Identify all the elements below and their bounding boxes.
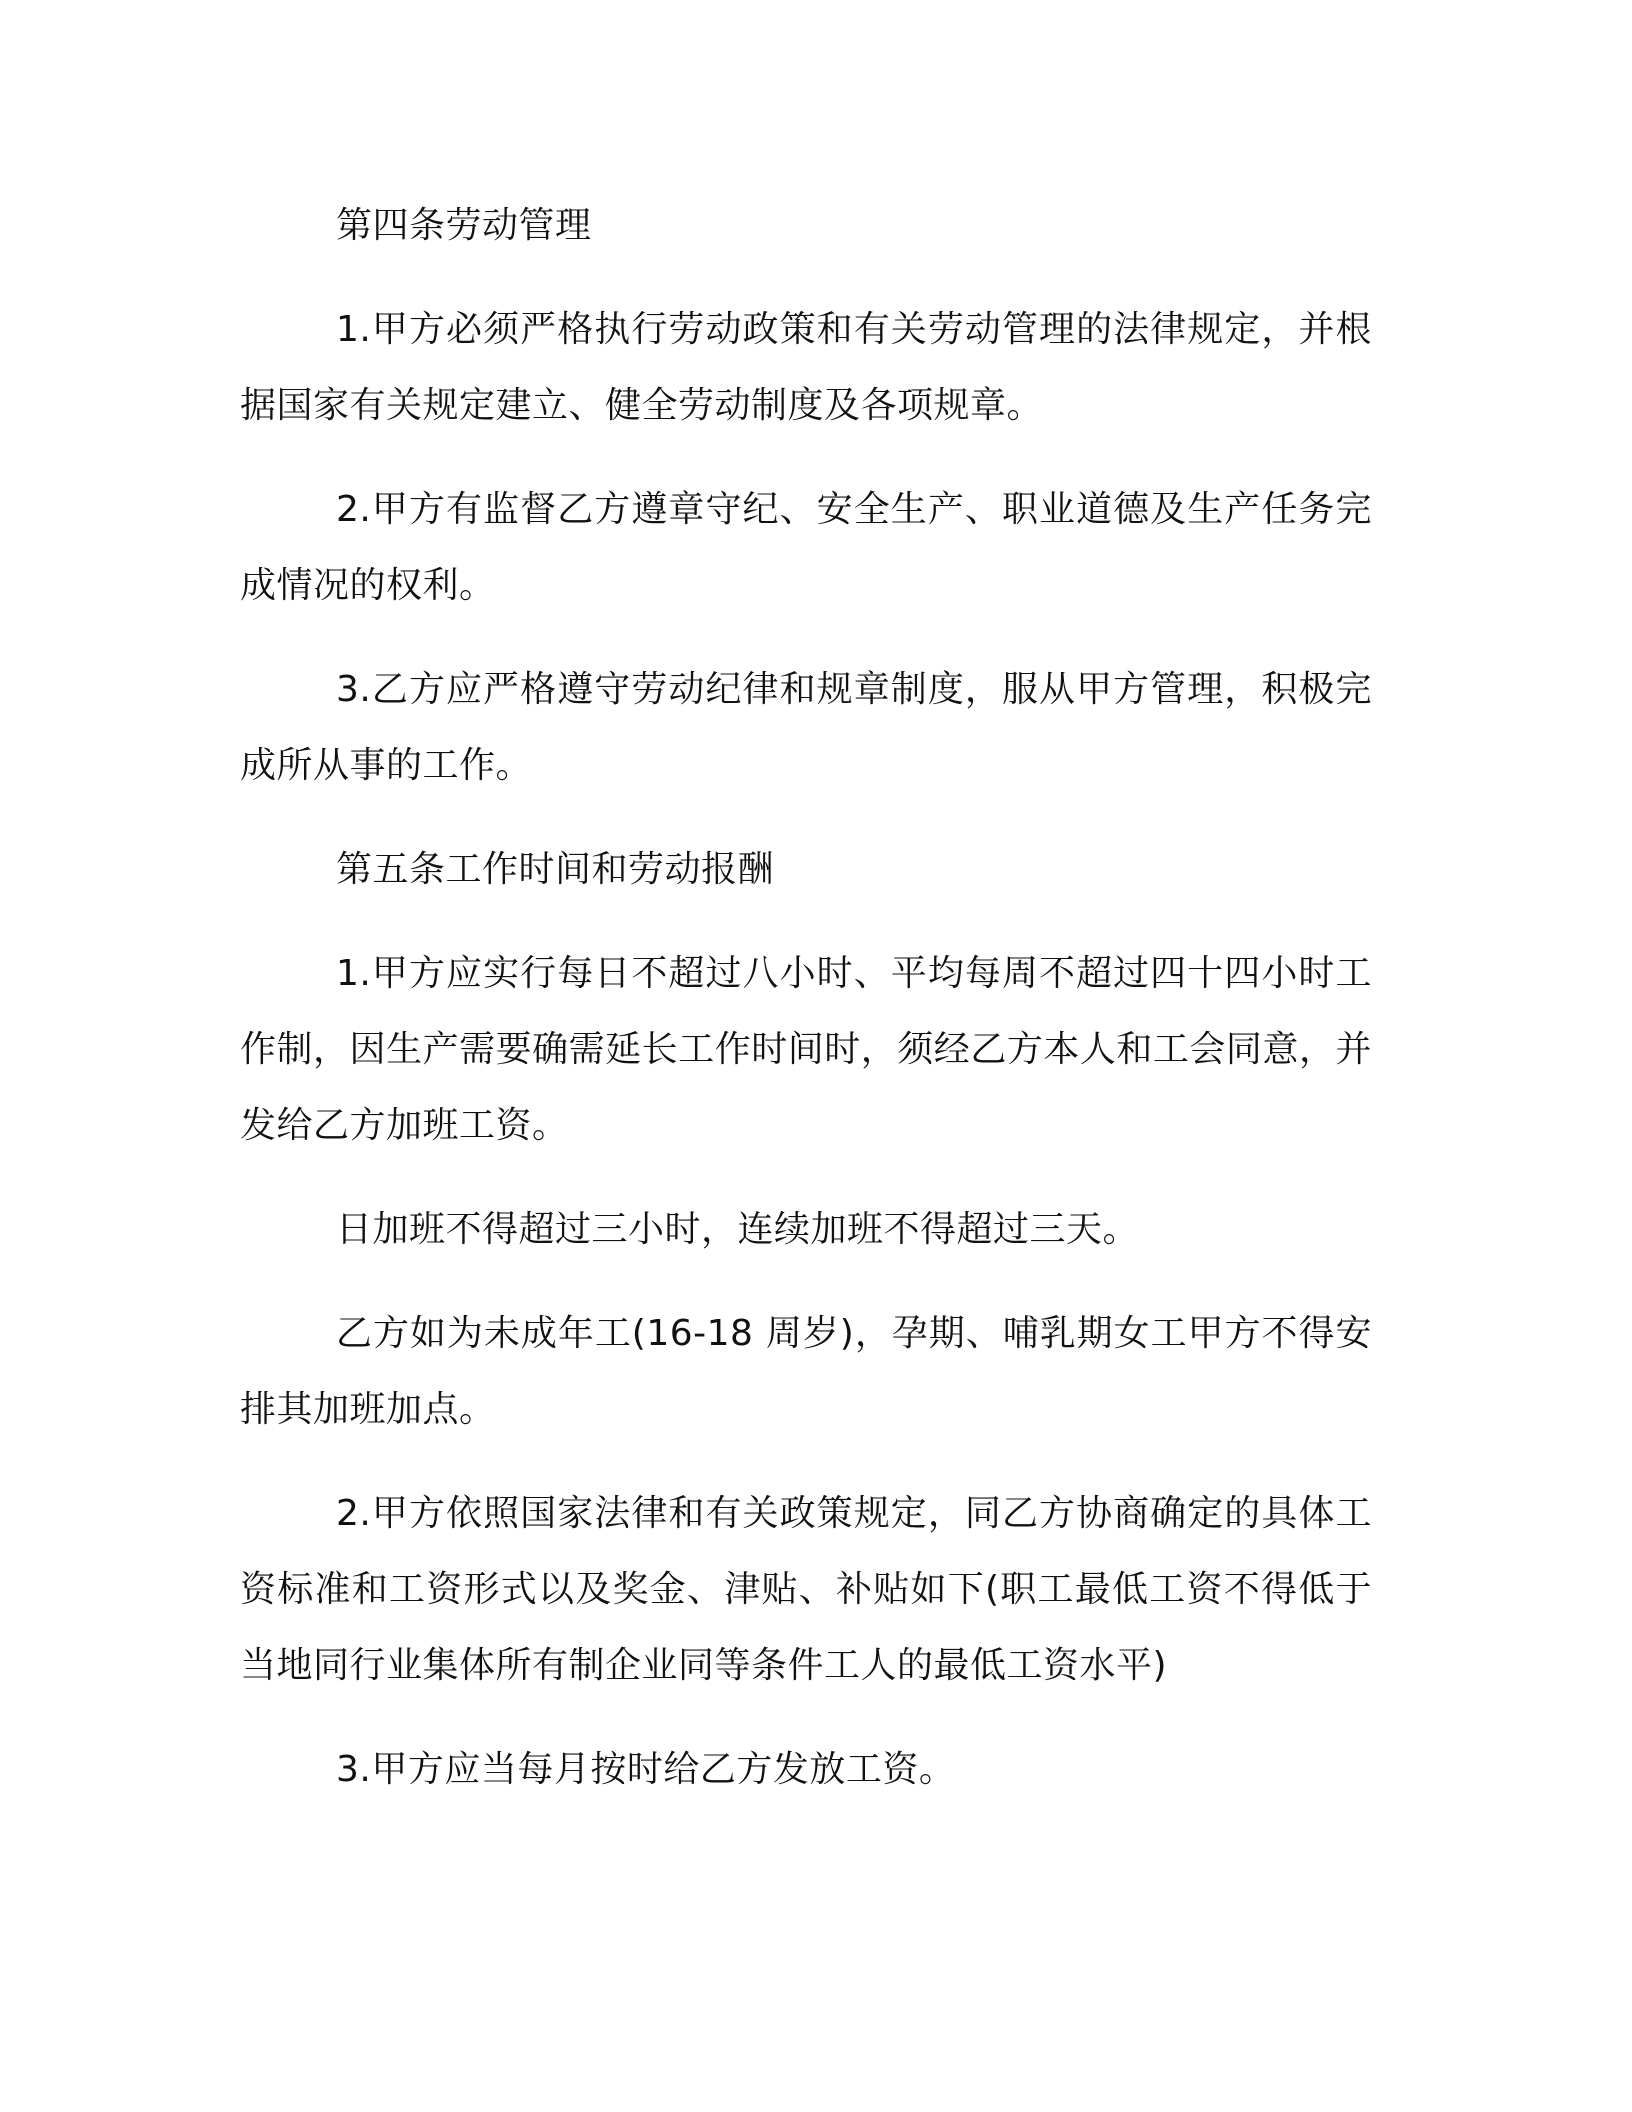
article-4-clause-3: 3.乙方应严格遵守劳动纪律和规章制度，服从甲方管理，积极完成所从事的工作。 <box>240 669 1372 786</box>
document-body <box>240 188 1372 1808</box>
article-5-overtime-limit: 日加班不得超过三小时，连续加班不得超过三天。 <box>336 1209 1140 1250</box>
article-4-heading: 第四条劳动管理 <box>336 205 592 246</box>
article-5-heading: 第五条工作时间和劳动报酬 <box>336 849 775 890</box>
article-5-clause-1: 1.甲方应实行每日不超过八小时、平均每周不超过四十四小时工作制，因生产需要确需延长工作时间时，须经乙方本人和工会同意，并发给乙方加班工资。 <box>240 953 1372 1146</box>
article-5-minor-worker-note: 乙方如为未成年工(16-18 周岁)，孕期、哺乳期女工甲方不得安排其加班加点。 <box>240 1313 1372 1430</box>
article-4-clause-2: 2.甲方有监督乙方遵章守纪、安全生产、职业道德及生产任务完成情况的权利。 <box>240 489 1372 606</box>
article-4-clause-1: 1.甲方必须严格执行劳动政策和有关劳动管理的法律规定，并根据国家有关规定建立、健全劳动制度及各项规章。 <box>240 309 1372 426</box>
article-5-clause-3: 3.甲方应当每月按时给乙方发放工资。 <box>336 1749 956 1790</box>
article-5-clause-2: 2.甲方依照国家法律和有关政策规定，同乙方协商确定的具体工资标准和工资形式以及奖金、津贴、补贴如下(职工最低工资不得低于当地同行业集体所有制企业同等条件工人的最低工资水平) <box>240 1493 1372 1686</box>
